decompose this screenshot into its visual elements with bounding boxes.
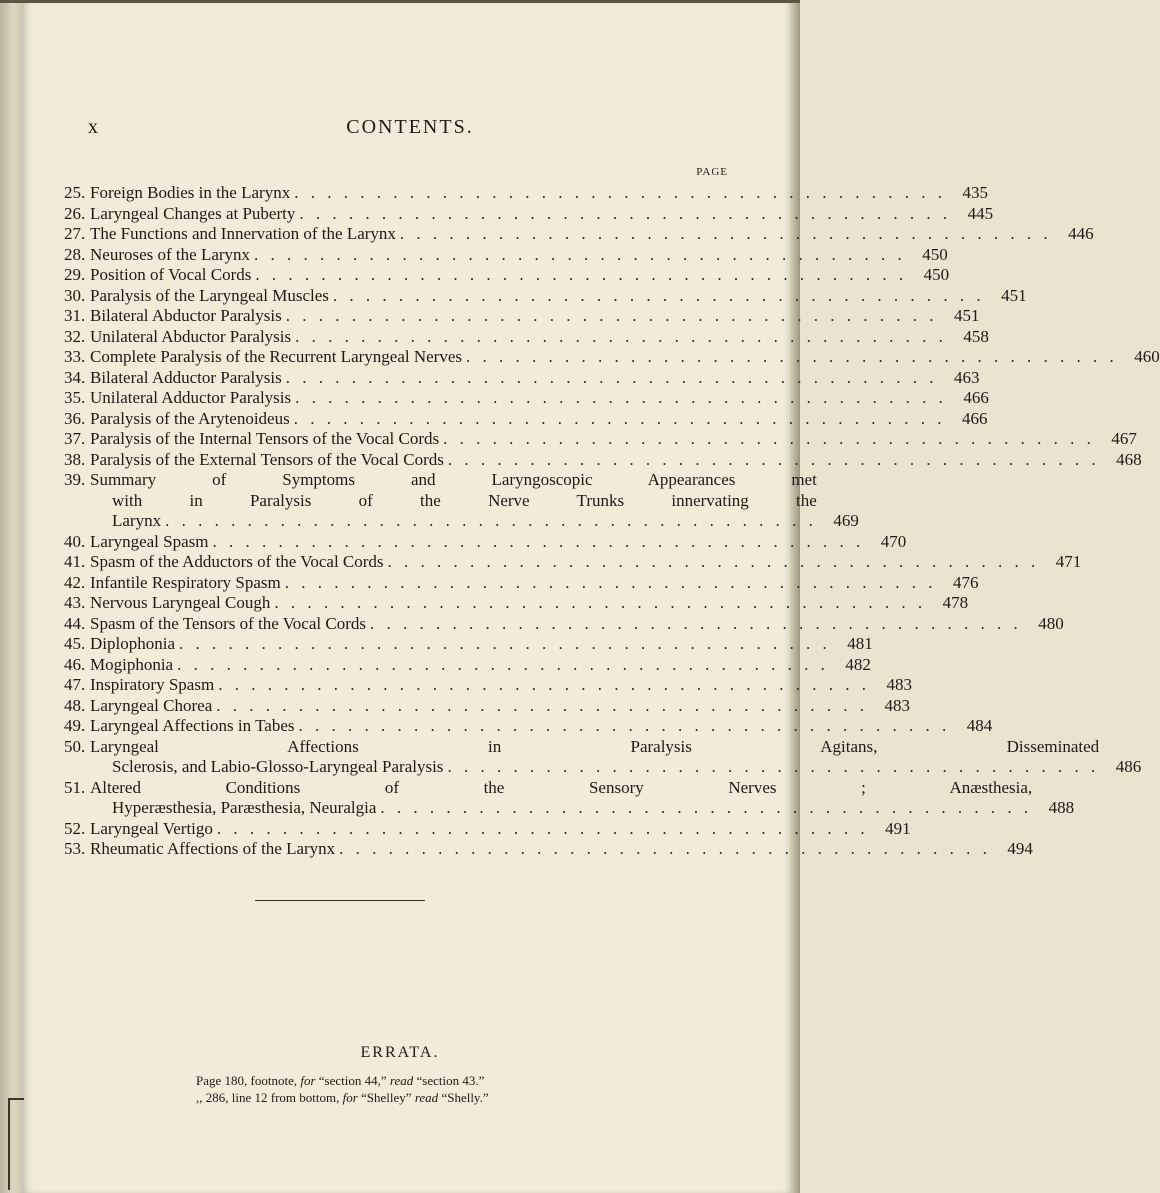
entry-page: 435 [962, 183, 988, 202]
entry-title: Mogiphonia [90, 654, 174, 674]
entry-number: 46. [64, 654, 86, 674]
leader-dots: . . . . . . . . . . . . . . . . . . . . . . . . . . . . . . . . . . . . . . . . [332, 285, 985, 305]
entry-page: 468 [1116, 449, 1142, 469]
leader-dots: . . . . . . . . . . . . . . . . . . . . . . . . . . . . . . . . . . . . . . . . [165, 511, 817, 530]
entry-title: Position of Vocal Cords [90, 265, 252, 284]
toc-entry [64, 347, 1160, 368]
entry-title: Altered Conditions of the Sensory Nerves ; Anæsthesia, [90, 777, 1033, 797]
entry-title: Spasm of the Tensors of the Vocal Cords [90, 613, 366, 633]
errata-list [196, 1072, 489, 1106]
entry-page: 482 [845, 654, 871, 674]
entry-page: 491 [885, 818, 911, 838]
leader-dots: . . . . . . . . . . . . . . . . . . . . . . . . . . . . . . . . . . . . . . . . [255, 265, 908, 284]
toc-entry [64, 470, 859, 532]
entry-page: 483 [886, 675, 912, 694]
toc-entry [64, 367, 980, 389]
leader-dots: . . . . . . . . . . . . . . . . . . . . . . . . . . . . . . . . . . . . . . . . [295, 326, 947, 346]
toc-entry [64, 265, 950, 286]
leader-dots: . . . . . . . . . . . . . . . . . . . . . . . . . . . . . . . . . . . . . . . . [380, 798, 1033, 817]
leader-dots: . . . . . . . . . . . . . . . . . . . . . . . . . . . . . . . . . . . . . . . . [369, 613, 1022, 633]
toc-entry [64, 572, 979, 594]
leader-dots: . . . . . . . . . . . . . . . . . . . . . . . . . . . . . . . . . . . . . . . . [293, 408, 946, 428]
page-header [88, 116, 732, 144]
entry-title: Paralysis of the Internal Tensors of the Vocal Cords [90, 429, 440, 448]
toc-entry [64, 777, 1075, 819]
table-of-contents [64, 183, 1160, 860]
entry-title: Rheumatic Affections of the Larynx [90, 839, 336, 858]
entry-number: 44. [64, 613, 86, 633]
entry-title: Paralysis of the Arytenoideus [90, 408, 290, 428]
entry-number: 40. [64, 531, 86, 551]
entry-number: 49. [64, 716, 86, 735]
toc-entry [64, 429, 1137, 450]
entry-page: 494 [1007, 839, 1033, 858]
entry-page: 486 [1115, 757, 1142, 776]
leader-dots: . . . . . . . . . . . . . . . . . . . . . . . . . . . . . . . . . . . . . . . . [339, 839, 991, 858]
entry-page: 463 [953, 367, 980, 387]
toc-entry [64, 531, 907, 553]
entry-page: 471 [1055, 552, 1082, 571]
entry-page: 483 [884, 695, 910, 715]
entry-title: Laryngeal Spasm [90, 531, 209, 551]
entry-title: Laryngeal Changes at Puberty [90, 203, 296, 223]
entry-page: 460 [1134, 347, 1160, 366]
entry-number: 52. [64, 818, 86, 838]
entry-number: 36. [64, 408, 86, 428]
toc-entry [64, 593, 969, 614]
leader-dots: . . . . . . . . . . . . . . . . . . . . . . . . . . . . . . . . . . . . . . . . [443, 429, 1095, 448]
toc-entry [64, 654, 871, 676]
toc-entry [64, 224, 1094, 245]
entry-title: Neuroses of the Larynx [90, 244, 251, 264]
top-border [0, 0, 800, 3]
entry-title: The Functions and Innervation of the Larynx [90, 224, 396, 243]
toc-entry [64, 449, 1142, 471]
entry-title: Laryngeal Affections in Tabes [90, 716, 295, 735]
toc-entry [64, 716, 993, 737]
entry-title: Infantile Respiratory Spasm [90, 572, 281, 592]
entry-number: 26. [64, 203, 86, 223]
entry-title: Spasm of the Adductors of the Vocal Cords [90, 552, 384, 571]
toc-entry [64, 675, 912, 696]
toc-entry [64, 306, 980, 327]
leader-dots: . . . . . . . . . . . . . . . . . . . . . . . . . . . . . . . . . . . . . . . . [294, 183, 946, 202]
entry-page: 480 [1038, 613, 1064, 633]
toc-entry [64, 244, 948, 266]
errata-line: ,, 286, line 12 from bottom, for “Shelley” read “Shelly.” [196, 1090, 489, 1105]
entry-page: 451 [1001, 285, 1027, 305]
entry-number: 35. [64, 388, 86, 407]
entry-title: Unilateral Abductor Paralysis [90, 326, 292, 346]
errata-line: Page 180, footnote, for “section 44,” read “section 43.” [196, 1073, 485, 1088]
entry-number: 41. [64, 552, 86, 571]
toc-entry [64, 203, 994, 225]
leader-dots: . . . . . . . . . . . . . . . . . . . . . . . . . . . . . . . . . . . . . . . . [284, 572, 937, 592]
leader-dots: . . . . . . . . . . . . . . . . . . . . . . . . . . . . . . . . . . . . . . . . [447, 449, 1100, 469]
entry-page: 445 [967, 203, 994, 223]
toc-entry [64, 183, 988, 204]
entry-title: Complete Paralysis of the Recurrent Laryngeal Nerves [90, 347, 462, 366]
toc-entry [64, 818, 911, 840]
entry-title: Bilateral Abductor Paralysis [90, 306, 282, 325]
toc-entry [64, 388, 989, 409]
binding-mark [8, 1098, 24, 1190]
entry-title: Foreign Bodies in the Larynx [90, 183, 291, 202]
entry-title: with in Paralysis of the Nerve Trunks innervating the [112, 490, 817, 510]
entry-page: 466 [963, 388, 989, 407]
entry-title: Hyperæsthesia, Paræsthesia, Neuralgia [112, 798, 377, 817]
leader-dots: . . . . . . . . . . . . . . . . . . . . . . . . . . . . . . . . . . . . . . . . [298, 716, 951, 735]
entry-page: 467 [1111, 429, 1137, 448]
leader-dots: . . . . . . . . . . . . . . . . . . . . . . . . . . . . . . . . . . . . . . . . [387, 552, 1040, 571]
page-column-label: PAGE [696, 166, 728, 178]
leader-dots: . . . . . . . . . . . . . . . . . . . . . . . . . . . . . . . . . . . . . . . . [179, 634, 831, 653]
entry-title: Summary of Symptoms and Laryngoscopic Appearances met [90, 470, 817, 489]
toc-entry [64, 695, 910, 717]
entry-title: Paralysis of the External Tensors of the Vocal Cords [90, 449, 444, 469]
entry-page: 481 [847, 634, 873, 653]
leader-dots: . . . . . . . . . . . . . . . . . . . . . . . . . . . . . . . . . . . . . . . . [285, 367, 938, 387]
leader-dots: . . . . . . . . . . . . . . . . . . . . . . . . . . . . . . . . . . . . . . . . [299, 203, 952, 223]
entry-number: 34. [64, 367, 86, 387]
entry-title: Sclerosis, and Labio-Glosso-Laryngeal Paralysis [112, 757, 444, 776]
entry-page: 466 [961, 408, 988, 428]
toc-entry [64, 285, 1027, 307]
entry-title: Inspiratory Spasm [90, 675, 215, 694]
entry-number: 32. [64, 326, 86, 346]
entry-page: 451 [953, 306, 980, 325]
entry-title: Bilateral Adductor Paralysis [90, 367, 282, 387]
entry-title: Nervous Laryngeal Cough [90, 593, 271, 612]
leader-dots: . . . . . . . . . . . . . . . . . . . . . . . . . . . . . . . . . . . . . . . . [254, 244, 906, 264]
entry-page: 488 [1048, 798, 1075, 817]
entry-page: 478 [942, 593, 969, 612]
toc-entry [64, 839, 1033, 860]
toc-entry [64, 613, 1064, 635]
entry-number: 45. [64, 634, 86, 653]
section-divider [255, 900, 425, 901]
leader-dots: . . . . . . . . . . . . . . . . . . . . . . . . . . . . . . . . . . . . . . . . [399, 224, 1052, 243]
entry-title: Diplophonia [90, 634, 175, 653]
entry-number: 39. [64, 470, 86, 489]
entry-page: 476 [953, 572, 979, 592]
toc-entry [64, 552, 1082, 573]
leader-dots: . . . . . . . . . . . . . . . . . . . . . . . . . . . . . . . . . . . . . . . . [177, 654, 829, 674]
page-number: x [88, 116, 99, 138]
entry-number: 53. [64, 839, 86, 858]
entry-number: 29. [64, 265, 86, 284]
leader-dots: . . . . . . . . . . . . . . . . . . . . . . . . . . . . . . . . . . . . . . . . [465, 347, 1118, 366]
book-spine [0, 0, 22, 1193]
entry-page: 484 [966, 716, 993, 735]
leader-dots: . . . . . . . . . . . . . . . . . . . . . . . . . . . . . . . . . . . . . . . . [285, 306, 938, 325]
entry-page: 470 [880, 531, 907, 551]
entry-number: 48. [64, 695, 86, 715]
toc-entry [64, 634, 873, 655]
entry-title: Paralysis of the Laryngeal Muscles [90, 285, 329, 305]
entry-page: 446 [1068, 224, 1094, 243]
entry-number: 25. [64, 183, 86, 202]
leader-dots: . . . . . . . . . . . . . . . . . . . . . . . . . . . . . . . . . . . . . . . . [447, 757, 1100, 776]
entry-number: 43. [64, 593, 86, 612]
entry-number: 33. [64, 347, 86, 366]
entry-number: 27. [64, 224, 86, 243]
entry-page: 469 [833, 511, 859, 530]
page-title: CONTENTS. [346, 116, 474, 138]
leader-dots: . . . . . . . . . . . . . . . . . . . . . . . . . . . . . . . . . . . . . . . . [218, 675, 870, 694]
leader-dots: . . . . . . . . . . . . . . . . . . . . . . . . . . . . . . . . . . . . . . . . [216, 695, 868, 715]
entry-title: Laryngeal Vertigo [90, 818, 213, 838]
entry-title: Unilateral Adductor Paralysis [90, 388, 292, 407]
entry-title: Laryngeal Chorea [90, 695, 213, 715]
entry-title: Larynx [112, 511, 162, 530]
entry-number: 28. [64, 244, 86, 264]
entry-number: 42. [64, 572, 86, 592]
toc-entry [64, 736, 1142, 778]
entry-page: 450 [923, 265, 950, 284]
leader-dots: . . . . . . . . . . . . . . . . . . . . . . . . . . . . . . . . . . . . . . . . [216, 818, 869, 838]
entry-number: 31. [64, 306, 86, 325]
leader-dots: . . . . . . . . . . . . . . . . . . . . . . . . . . . . . . . . . . . . . . . . [274, 593, 927, 612]
toc-entry [64, 408, 988, 430]
entry-page: 450 [922, 244, 948, 264]
entry-number: 37. [64, 429, 86, 448]
entry-number: 50. [64, 736, 86, 756]
errata-title: ERRATA. [360, 1044, 440, 1061]
leader-dots: . . . . . . . . . . . . . . . . . . . . . . . . . . . . . . . . . . . . . . . . [295, 388, 947, 407]
leader-dots: . . . . . . . . . . . . . . . . . . . . . . . . . . . . . . . . . . . . . . . . [212, 531, 865, 551]
entry-page: 458 [963, 326, 989, 346]
entry-number: 47. [64, 675, 86, 694]
entry-title: Laryngeal Affections in Paralysis Agitans, Disseminated [90, 736, 1100, 756]
toc-entry [64, 326, 989, 348]
entry-number: 51. [64, 777, 86, 797]
entry-number: 38. [64, 449, 86, 469]
entry-number: 30. [64, 285, 86, 305]
